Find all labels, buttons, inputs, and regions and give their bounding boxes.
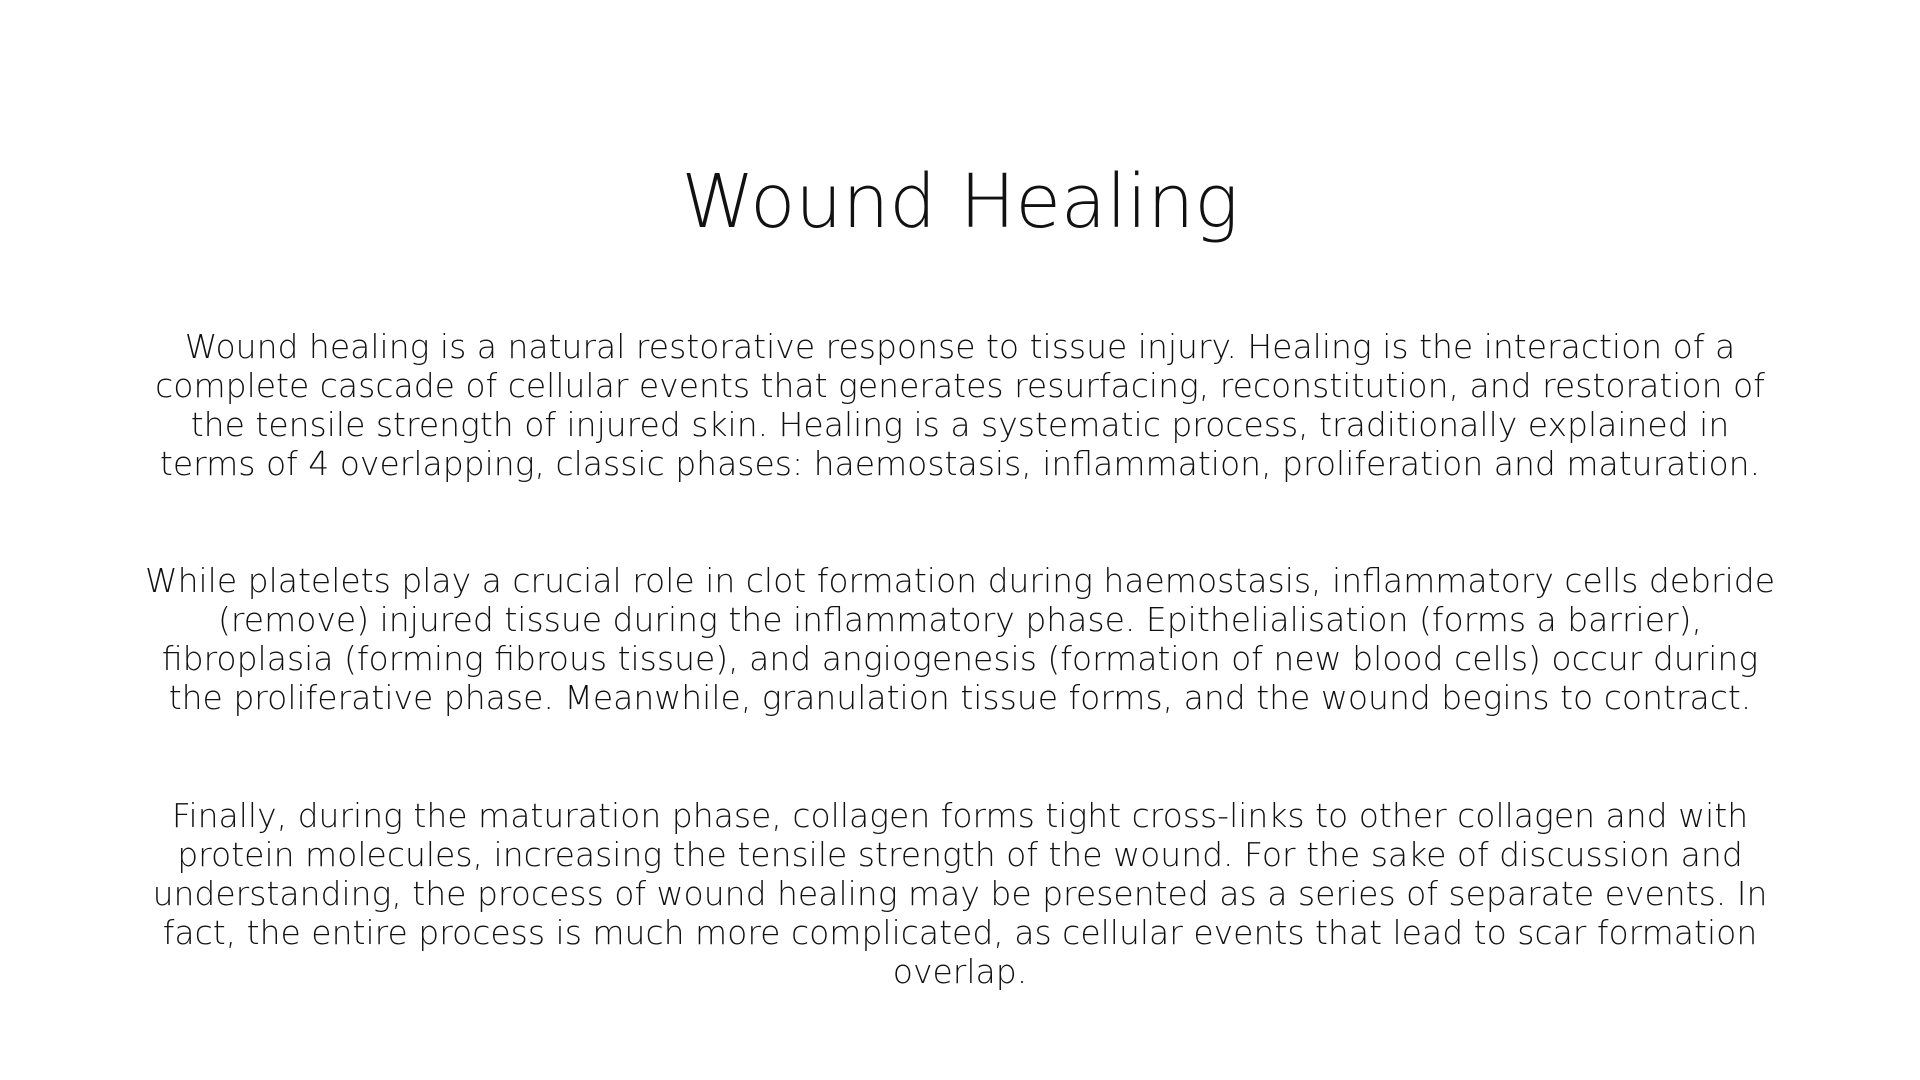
paragraph-intro: Wound healing is a natural restorative response to tissue injury. Healing is the interaction of a complete cascade of cellular events that generates resurfacing, reconstitution, and restoration of the tensile strength of injured skin. Healing is a systematic process, traditionally explained in terms of 4 overlapping, classic phases: haemostasis, inflammation, proliferation and maturation.: [155, 327, 1765, 483]
paragraph-maturation: Finally, during the maturation phase, collagen forms tight cross-links to other collagen and with protein molecules, increasing the tensile strength of the wound. For the sake of discussion and understanding, the process of wound healing may be presented as a series of separate events. In fact, the entire process is much more complicated, as cellular events that lead to scar formation overlap.: [152, 796, 1768, 991]
slide-title: Wound Healing: [681, 158, 1239, 245]
paragraph-phases: While platelets play a crucial role in clot formation during haemostasis, inflammatory cells debride (remove) injured tissue during the inflammatory phase. Epithelialisation (forms a barrier), fibroplasia (forming fibrous tissue), and angiogenesis (formation of new blood cells) occur during the proliferative phase. Meanwhile, granulation tissue forms, and the wound begins to contract.: [144, 561, 1776, 717]
